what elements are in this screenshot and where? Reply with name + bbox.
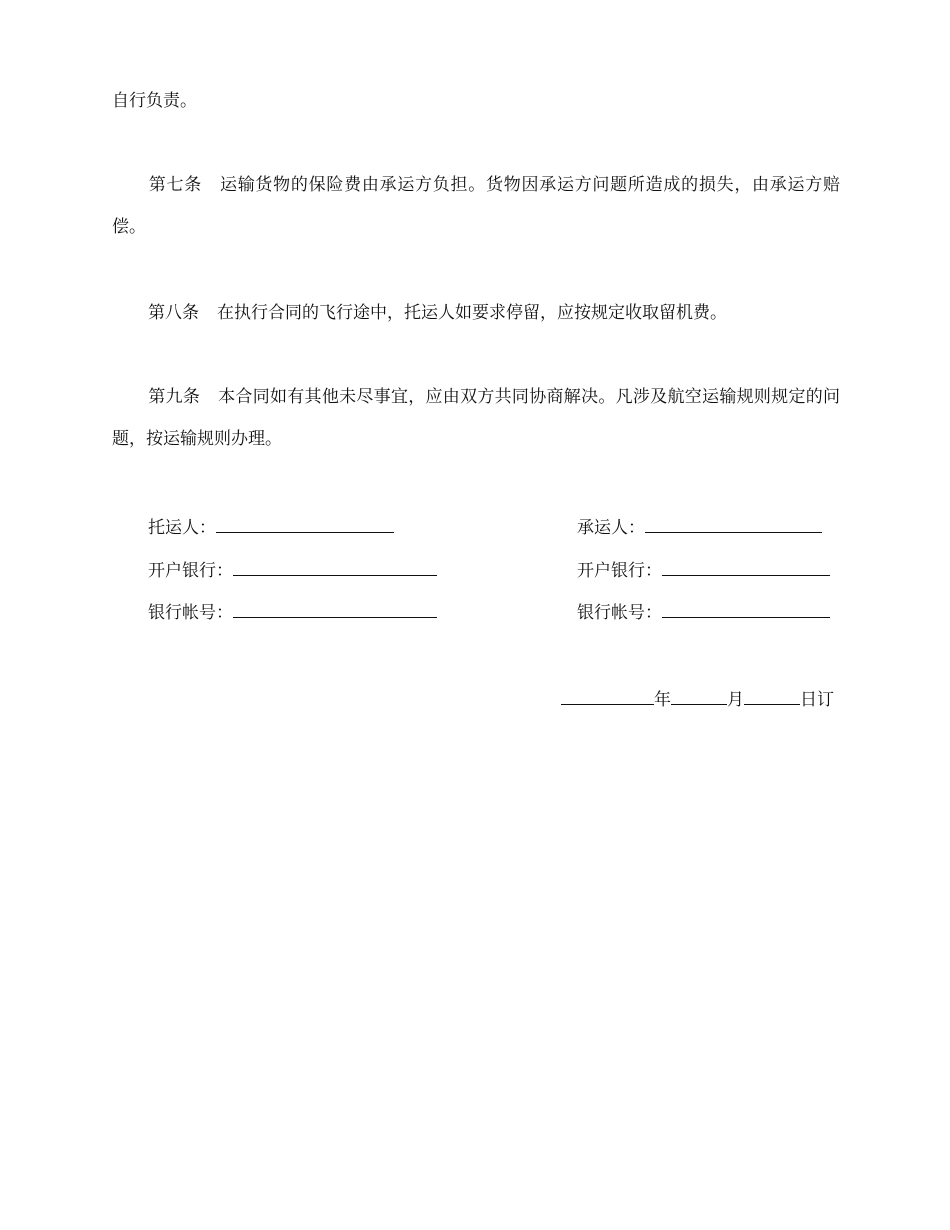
continuation-text-content: 自行负责。 [112, 91, 197, 111]
shipper-bank-line [148, 557, 437, 583]
shipper-line [148, 514, 394, 540]
shipper-label: 托运人： [148, 518, 216, 538]
article-8-text: 在执行合同的飞行途中，托运人如要求停留，应按规定收取留机费。 [217, 303, 727, 323]
carrier-bank-label: 开户银行： [577, 561, 662, 581]
carrier-account-line [577, 599, 830, 625]
carrier-line [577, 514, 822, 540]
shipper-account-line [148, 599, 437, 625]
carrier-account-label: 银行帐号： [577, 603, 662, 623]
shipper-bank-label: 开户银行： [148, 561, 233, 581]
year-blank[interactable] [561, 686, 654, 705]
day-blank[interactable] [744, 686, 800, 705]
continuation-text [112, 80, 840, 122]
date-line [561, 686, 834, 712]
article-7-number: 第七条 [148, 175, 202, 195]
month-label: 月 [727, 690, 744, 710]
article-9-text: 本合同如有其他未尽事宜，应由双方共同协商解决。凡涉及航空运输规则规定的问题，按运输规则办理。 [112, 387, 841, 449]
article-9-number: 第九条 [148, 387, 201, 407]
article-8-number: 第八条 [148, 303, 199, 323]
shipper-bank-blank[interactable] [233, 557, 437, 576]
year-label: 年 [654, 690, 671, 710]
carrier-label: 承运人： [577, 518, 645, 538]
carrier-bank-blank[interactable] [662, 557, 830, 576]
month-blank[interactable] [671, 686, 727, 705]
carrier-account-blank[interactable] [662, 599, 830, 618]
shipper-account-blank[interactable] [233, 599, 437, 618]
carrier-blank[interactable] [645, 514, 822, 533]
day-label: 日订 [800, 690, 834, 710]
shipper-account-label: 银行帐号： [148, 603, 233, 623]
article-9 [112, 376, 840, 460]
carrier-bank-line [577, 557, 830, 583]
article-7 [112, 164, 840, 248]
shipper-blank[interactable] [216, 514, 394, 533]
article-7-text: 运输货物的保险费由承运方负担。货物因承运方问题所造成的损失，由承运方赔偿。 [112, 175, 841, 237]
article-8 [112, 292, 840, 334]
